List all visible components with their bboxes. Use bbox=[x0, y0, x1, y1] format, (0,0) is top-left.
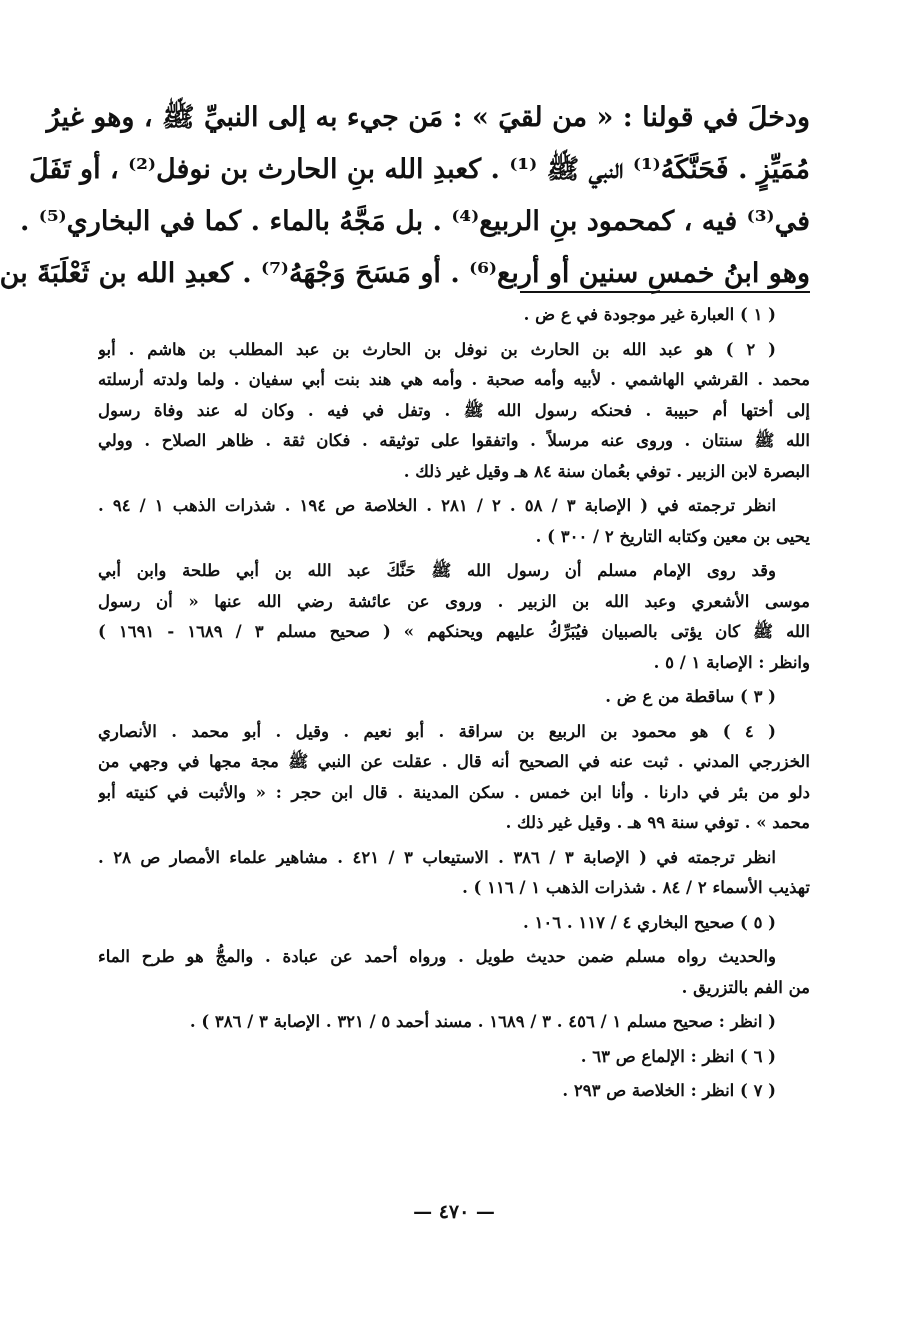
footnote-block bbox=[98, 300, 810, 331]
footnote-line: انظر ترجمته في ( الإصابة ٣ / ٥٨ . ٢ / ٢٨١ . الخلاصة ص ١٩٤ . شذرات الذهب ١ / ٩٤ . bbox=[98, 496, 777, 515]
footnote-line: ( ٦ ) انظر : الإلماع ص ٦٣ . bbox=[580, 1046, 776, 1066]
footnote-line: ( ٣ ) ساقطة من ع ض . bbox=[605, 687, 776, 706]
footnote-block bbox=[98, 1076, 810, 1107]
footnote-line: وقد روى الإمام مسلم أن رسول الله ﷺ حَنَّكَ عبد الله بن أبي طلحة وابن أبي bbox=[98, 561, 776, 580]
footnote-line: من الفم بالتزريق . bbox=[681, 977, 810, 997]
footnote-block bbox=[98, 682, 810, 713]
footnote-line: ( ٢ ) هو عبد الله بن الحارث بن نوفل بن الحارث بن عبد المطلب بن هاشم . أبو bbox=[98, 339, 776, 359]
footnote-line: البصرة لابن الزبير . توفي بعُمان سنة ٨٤ هـ وقيل غير ذلك . bbox=[403, 461, 810, 481]
footnote-block bbox=[98, 908, 810, 939]
footnote-line: ( ٤ ) هو محمود بن الربيع بن سراقة . أبو نعيم . وقيل . أبو محمد . الأنصاري bbox=[98, 721, 776, 741]
footnote-line: تهذيب الأسماء ٢ / ٨٤ . شذرات الذهب ١ / ١١٦ ) . bbox=[462, 878, 810, 897]
footnote-block bbox=[98, 556, 810, 678]
main-text-line: وهو ابنُ خمسِ سنين أو أربع⁽⁶⁾ . أو مَسَحَ وَجْهَهُ⁽⁷⁾ . كعبدِ الله بن ثَعْلَبَةَ بن bbox=[0, 258, 810, 289]
footnote-line: ( ٥ ) صحيح البخاري ٤ / ١١٧ . ١٠٦ . bbox=[523, 912, 776, 932]
footnote-line: الخزرجي المدني . ثبت عنه في الصحيح أنه قال . عقلت عن النبي ﷺ مجة مجها في وجهي من bbox=[98, 752, 810, 771]
footnote-line: إلى أختها أم حبيبة . فحنكه رسول الله ﷺ . وتفل في فيه . وكان له عند وفاة رسول bbox=[98, 400, 810, 420]
footnote-line: محمد » . توفي سنة ٩٩ هـ . وقيل غير ذلك . bbox=[505, 813, 810, 832]
footnote-block bbox=[98, 335, 810, 488]
footnotes bbox=[98, 300, 810, 1111]
footnote-block bbox=[98, 942, 810, 1003]
footnote-block bbox=[98, 491, 810, 552]
footnote-block bbox=[98, 1042, 810, 1073]
footnote-line: الله ﷺ سنتان . وروى عنه مرسلاً . واتفقوا على توثيقه . فكان ثقة . ظاهر الصلاح . وولي bbox=[98, 431, 810, 450]
main-text-line: في⁽³⁾ فيه ، كمحمود بنِ الربيع⁽⁴⁾ . بل مَجَّهُ بالماء . كما في البخاري⁽⁵⁾ . bbox=[19, 206, 810, 237]
footnote-line: موسى الأشعري وعبد الله بن الزبير . وروى عن عائشة رضي الله عنها « أن رسول bbox=[98, 591, 810, 611]
main-text bbox=[0, 92, 810, 300]
footnote-line: انظر ترجمته في ( الإصابة ٣ / ٣٨٦ . الاستيعاب ٣ / ٤٢١ . مشاهير علماء الأمصار ص ٢٨ . bbox=[98, 847, 776, 867]
main-text-line: ودخلَ في قولنا : « من لقيَ » : مَن جيء به إلى النبيِّ ﷺ ، وهو غيرُ bbox=[46, 102, 810, 133]
footnote-line: ( ٧ ) انظر : الخلاصة ص ٢٩٣ . bbox=[562, 1081, 776, 1100]
main-text-line: مُمَيِّزٍ . فَحَنَّكَهُ⁽¹⁾ النبي ﷺ ⁽¹⁾ . كعبدِ الله بنِ الحارث بن نوفل⁽²⁾ ، أو تَفَلَ bbox=[29, 154, 810, 185]
page-number: — ٤٧٠ — bbox=[413, 1201, 495, 1223]
footnote-line: الله ﷺ كان يؤتى بالصبيان فيُبَرِّكُ عليهم ويحنكهم » ( صحيح مسلم ٣ / ١٦٨٩ - ١٦٩١ ) bbox=[98, 622, 810, 641]
footnote-block bbox=[98, 1007, 810, 1038]
footnote-line: ( ١ ) العبارة غير موجودة في ع ض . bbox=[523, 305, 776, 324]
footnote-block bbox=[98, 717, 810, 839]
footnote-line: محمد . القرشي الهاشمي . لأبيه وأمه صحبة . وأمه هي هند بنت أبي سفيان . ولما ولدته أرسلته bbox=[98, 370, 810, 389]
footnote-line: والحديث رواه مسلم ضمن حديث طويل . ورواه أحمد عن عبادة . والمجُّ هو طرح الماء bbox=[98, 947, 776, 966]
footnote-line: وانظر : الإصابة ١ / ٥ . bbox=[653, 652, 810, 672]
footnote-divider bbox=[520, 291, 810, 293]
footnote-line: يحيى بن معين وكتابه التاريخ ٢ / ٣٠٠ ) . bbox=[535, 526, 810, 546]
footnote-line: ( انظر : صحيح مسلم ١ / ٤٥٦ . ٣ / ١٦٨٩ . مسند أحمد ٥ / ٣٢١ . الإصابة ٣ / ٣٨٦ ) . bbox=[189, 1012, 776, 1031]
footnote-line: دلو من بئر في دارنا . وأنا ابن خمس . سكن المدينة . قال ابن حجر : « والأثبت في كنيته أبو bbox=[98, 782, 810, 802]
footnote-block bbox=[98, 843, 810, 904]
